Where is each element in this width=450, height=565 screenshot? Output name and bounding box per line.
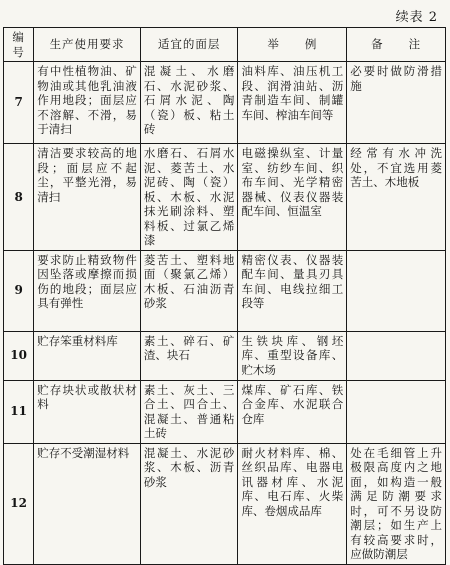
table-row bbox=[4, 443, 446, 564]
row-number: 12 bbox=[4, 443, 34, 564]
row-example: 生铁块库、钢坯库、重型设备库、贮木场 bbox=[238, 331, 347, 380]
table-row bbox=[4, 144, 446, 251]
table-row bbox=[4, 380, 446, 443]
row-requirement: 贮存块状或散状材料 bbox=[34, 380, 141, 443]
table-header-row bbox=[4, 28, 446, 62]
header-note: 备 注 bbox=[347, 28, 446, 62]
continued-table-label: 续表 2 bbox=[395, 10, 438, 25]
row-number: 11 bbox=[4, 380, 34, 443]
row-note bbox=[347, 331, 446, 380]
header-requirement: 生产使用要求 bbox=[34, 28, 141, 62]
row-requirement: 有中性植物油、矿物油或其他乳油液作用地段；面层应不溶解、不滑，易于清扫 bbox=[34, 62, 141, 144]
row-example: 油料库、油压机工段、润滑油站、沥青制造车间、制罐车间、榨油车间等 bbox=[238, 62, 347, 144]
row-requirement: 清洁要求较高的地段；面层应不起尘，平整光滑，易清扫 bbox=[34, 144, 141, 251]
row-example: 电磁操纵室、计量室、纺纱车间、织布车间、光学精密器械、仪表仪器装配车间、恒温室 bbox=[238, 144, 347, 251]
header-surface: 适宜的面层 bbox=[140, 28, 238, 62]
row-example: 耐火材料库、棉、丝织品库、电器电讯器材库、水泥库、电石库、火柴库、卷烟成品库 bbox=[238, 443, 347, 564]
floor-surface-table bbox=[3, 27, 446, 565]
row-number: 9 bbox=[4, 250, 34, 331]
row-surface: 素土、灰土、三合土、四合土、混凝土、普通粘土砖 bbox=[140, 380, 238, 443]
row-surface: 混凝土、水磨石、水泥砂浆、石屑水泥、陶（瓷）板、粘土砖 bbox=[140, 62, 238, 144]
table-row bbox=[4, 331, 446, 380]
row-requirement: 要求防止精致物件因坠落或摩擦而损伤的地段；面层应具有弹性 bbox=[34, 250, 141, 331]
row-surface: 水磨石、石屑水泥、菱苦土、水泥砖、陶（瓷）板、木板、水泥抹光刷涂料、塑料板、过氯乙烯漆 bbox=[140, 144, 238, 251]
row-note: 处在毛细管上升极限高度内之地面，如构造一般满足防潮要求时，可不另设防潮层；如生产上有较高要求时，应做防潮层 bbox=[347, 443, 446, 564]
row-number: 8 bbox=[4, 144, 34, 251]
row-note: 经常有水冲洗处，不宜选用菱苦土、木地板 bbox=[347, 144, 446, 251]
row-example: 煤库、矿石库、铁合金库、水泥联合仓库 bbox=[238, 380, 347, 443]
row-surface: 混凝土、水泥砂浆、木板、沥青砂浆 bbox=[140, 443, 238, 564]
row-note: 必要时做防滑措施 bbox=[347, 62, 446, 144]
row-surface: 素土、碎石、矿渣、块石 bbox=[140, 331, 238, 380]
row-note bbox=[347, 380, 446, 443]
row-requirement: 贮存不受潮湿材料 bbox=[34, 443, 141, 564]
row-number: 10 bbox=[4, 331, 34, 380]
table-row bbox=[4, 250, 446, 331]
row-example: 精密仪表、仪器装配车间、量具刃具车间、电线拉细工段等 bbox=[238, 250, 347, 331]
row-note bbox=[347, 250, 446, 331]
row-number: 7 bbox=[4, 62, 34, 144]
table-row bbox=[4, 62, 446, 144]
header-number: 编号 bbox=[4, 28, 34, 62]
header-example: 举 例 bbox=[238, 28, 347, 62]
row-requirement: 贮存笨重材料库 bbox=[34, 331, 141, 380]
row-surface: 菱苦土、塑料地面（聚氯乙烯）木板、石油沥青砂浆 bbox=[140, 250, 238, 331]
